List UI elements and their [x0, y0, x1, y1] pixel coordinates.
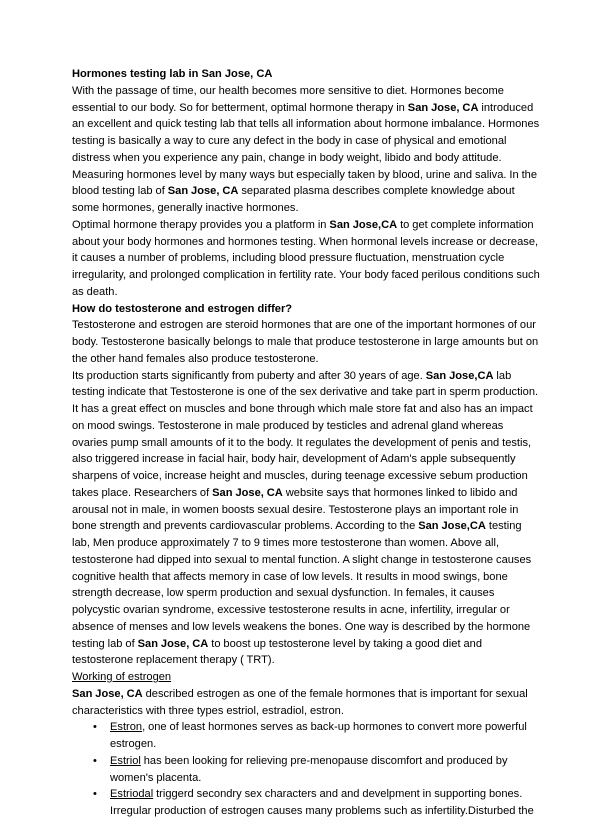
run-bold-san-jose-ca: San Jose, CA [407, 101, 479, 114]
bullet-icon: • [93, 754, 97, 767]
paragraph-optimal-hormone-therapy [72, 217, 542, 301]
run-bold-san-jose-ca: San Jose,CA [418, 520, 486, 533]
heading-working-of-estrogen: Working of estrogen [72, 671, 172, 683]
list-item-lead: Estron [110, 721, 143, 734]
run-text: lab testing indicate that Testosterone is one of the sex derivative and take part in sperm production. It has a great effect on muscles and bone through which male store fat and also has an impact on mood swings. Testosterone in male produced by testicles and adrenal gland whereas ovaries pump small amounts of it to the body. It regulates the development of penis and testis, also triggered increase in facial hair, body hair, development of Adam's apple subsequently sharpens of voice, increase height and muscles, during teenage excessive sebum production takes place. Researchers of [72, 369, 539, 499]
list-item-text: triggerd secondry sex characters and and develpment in supporting bones. Irregular production of estrogen causes many problems such as infertility.Disturbed the [110, 788, 534, 817]
paragraph-estrogen-description [72, 686, 542, 720]
heading-hormones-testing-lab: Hormones testing lab in San Jose, CA [72, 68, 273, 80]
list-item-text: has been looking for relieving pre-menopause discomfort and produced by women's placenta. [110, 754, 508, 784]
run-text: With the passage of time, our health becomes more sensitive to diet. Hormones become essential to our body. So for betterment, optimal hormone therapy in [72, 84, 504, 114]
list-item-lead: Estriodal [110, 788, 154, 801]
paragraph-intro [72, 83, 542, 217]
run-bold-san-jose-ca: San Jose,CA [329, 218, 398, 231]
list-item-estron [72, 719, 542, 753]
document-body [72, 66, 542, 820]
run-text: to boost up testosterone level by taking a good diet and testosterone replacement therapy ( TRT). [72, 637, 482, 667]
run-text: Its production starts significantly from puberty and after 30 years of age. [72, 369, 426, 382]
run-bold-san-jose-ca: San Jose, CA [212, 486, 283, 499]
run-text: website says that hormones linked to libido and arousal not in male, in women boosts sexual desire. Testosterone plays an important role in bone strength and prevents cardiovascular problems. According to the [72, 486, 519, 533]
run-text: described estrogen as one of the female hormones that is important for sexual characteristics with three types estriol, estradiol, estron. [72, 687, 528, 717]
run-text: separated plasma describes complete knowledge about some hormones, generally inactive hormones. [72, 185, 515, 214]
paragraph-steroid-hormones [72, 317, 542, 367]
run-text: Optimal hormone therapy provides you a platform in [72, 218, 330, 231]
run-bold-san-jose-ca: San Jose, CA [167, 185, 239, 198]
list-item-estriodal [72, 786, 542, 820]
heading-testosterone-estrogen-differ: How do testosterone and estrogen differ? [72, 302, 293, 315]
list-item-text: , one of least hormones serves as back-up hormones to convert more powerful estrogen. [110, 721, 527, 750]
run-bold-san-jose-ca: San Jose, CA [72, 687, 143, 700]
estrogen-types-list [72, 719, 542, 820]
run-text: introduced an excellent and quick testing lab that tells all information about hormone imbalance. Hormones testing is basically a way to cure any defect in the body in case of physical and emotional distress when you experience any pain, change in body weight, libido and body attitude. Measuring hormones level by many ways but especially taken by blood, urine and saliva. In the blood testing lab of [72, 101, 540, 198]
run-text: Testosterone and estrogen are steroid hormones that are one of the important hormones of our body. Testosterone basically belongs to male that produce testosterone in large amounts but on the other hand females also produce testosterone. [72, 319, 539, 365]
run-bold-san-jose-ca: San Jose, CA [137, 637, 209, 650]
paragraph-testosterone-production [72, 368, 542, 670]
bullet-icon: • [93, 788, 97, 801]
run-text: testing lab, Men produce approximately 7 to 9 times more testosterone than women. Above all, testosterone had dipped into sexual to mental function. A slight change in testosterone causes cognitive health that affects memory in case of low levels. It results in mood swings, bone strength decrease, low sperm production and sexual dysfunction. In females, it causes polycystic ovarian syndrome, excessive testosterone results in acne, infertility, irregular or absence of menses and low levels weakens the bones. One way is described by the hormone testing lab of [72, 520, 532, 650]
list-item-lead: Estriol [110, 754, 141, 767]
run-text: to get complete information about your body hormones and hormones testing. When hormonal levels increase or decrease, it causes a number of problems, including blood pressure fluctuation, menstruation cycle irregularity, and prolonged complication in fertility rate. Your body faced perilous conditions such as death. [72, 218, 540, 298]
list-item-estriol [72, 753, 542, 787]
bullet-icon: • [93, 721, 97, 734]
run-bold-san-jose-ca: San Jose,CA [425, 369, 494, 382]
